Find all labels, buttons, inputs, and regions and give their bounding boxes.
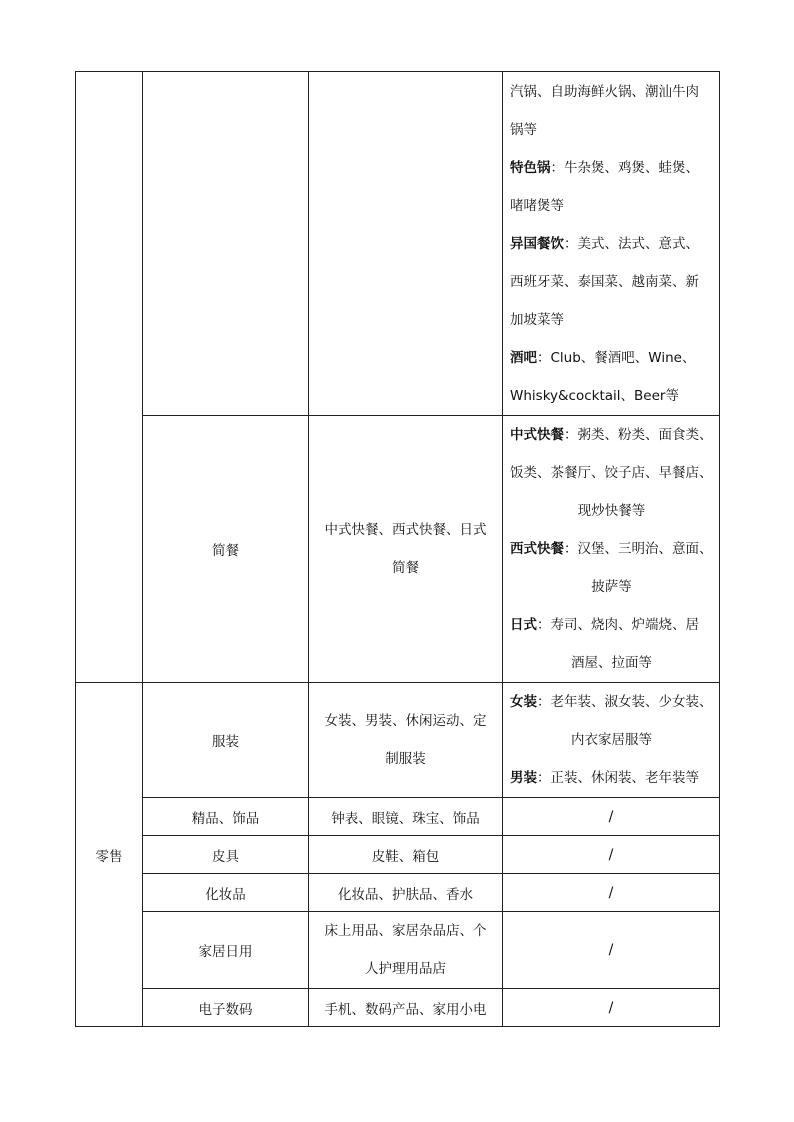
detail-line: 酒屋、拉面等 [571, 655, 652, 671]
description-cell-jiancan: 中式快餐、西式快餐、日式 简餐 [309, 416, 503, 683]
category-cell-catering [76, 72, 143, 683]
detail-line: 中式快餐：粥类、粉类、面食类、 [510, 427, 713, 443]
detail-cell: / [503, 912, 720, 989]
subcategory-cell: 服装 [143, 683, 309, 798]
detail-cell: / [503, 989, 720, 1027]
description-cell-continuation [309, 72, 503, 416]
description-cell: 化妆品、护肤品、香水 [309, 874, 503, 912]
detail-line: Whisky&cocktail、Beer等 [510, 387, 679, 404]
detail-line: 异国餐饮：美式、法式、意式、 [510, 235, 699, 252]
detail-line: 特色锅：牛杂煲、鸡煲、蛙煲、 [510, 159, 699, 176]
detail-cell-jiancan [503, 416, 720, 683]
table-row-cosmetics [76, 874, 720, 912]
subcategory-cell: 家居日用 [143, 912, 309, 989]
detail-line: 锅等 [510, 121, 537, 138]
detail-line: 西班牙菜、泰国菜、越南菜、新 [510, 273, 699, 290]
detail-cell: / [503, 836, 720, 874]
detail-line: 男装：正装、休闲装、老年装等 [510, 770, 699, 786]
detail-line: 内衣家居服等 [571, 732, 652, 748]
detail-line: 加坡菜等 [510, 311, 564, 328]
table-row-clothing [76, 683, 720, 798]
detail-line: 啫啫煲等 [510, 197, 564, 214]
detail-line: 汽锅、自助海鲜火锅、潮汕牛肉 [510, 83, 699, 100]
table-row-household [76, 912, 720, 989]
detail-line: 饭类、茶餐厅、饺子店、早餐店、 [510, 465, 713, 481]
subcategory-cell: 皮具 [143, 836, 309, 874]
subcategory-cell-continuation [143, 72, 309, 416]
table-row-jiancan [76, 416, 720, 683]
business-format-table [75, 71, 720, 1027]
description-cell: 皮鞋、箱包 [309, 836, 503, 874]
description-cell: 床上用品、家居杂品店、个 人护理用品店 [309, 912, 503, 989]
detail-cell: / [503, 798, 720, 836]
table-row-accessories [76, 798, 720, 836]
subcategory-cell: 精品、饰品 [143, 798, 309, 836]
subcategory-cell: 电子数码 [143, 989, 309, 1027]
subcategory-cell-jiancan: 简餐 [143, 416, 309, 683]
table-row-catering-continuation [76, 72, 720, 416]
detail-cell-continuation [503, 72, 720, 416]
subcategory-cell: 化妆品 [143, 874, 309, 912]
detail-cell: / [503, 874, 720, 912]
description-cell: 手机、数码产品、家用小电 [309, 989, 503, 1027]
table-row-leather [76, 836, 720, 874]
detail-line: 日式：寿司、烧肉、炉端烧、居 [510, 617, 699, 633]
detail-line: 披萨等 [591, 579, 632, 595]
detail-cell-clothing [503, 683, 720, 798]
table-row-electronics [76, 989, 720, 1027]
detail-line: 现炒快餐等 [577, 503, 646, 519]
category-cell-retail: 零售 [76, 683, 143, 1027]
detail-line: 女装：老年装、淑女装、少女装、 [510, 694, 713, 710]
description-cell: 女装、男装、休闲运动、定 制服装 [309, 683, 503, 798]
detail-line: 西式快餐：汉堡、三明治、意面、 [510, 541, 713, 557]
detail-line: 酒吧：Club、餐酒吧、Wine、 [510, 349, 696, 366]
description-cell: 钟表、眼镜、珠宝、饰品 [309, 798, 503, 836]
